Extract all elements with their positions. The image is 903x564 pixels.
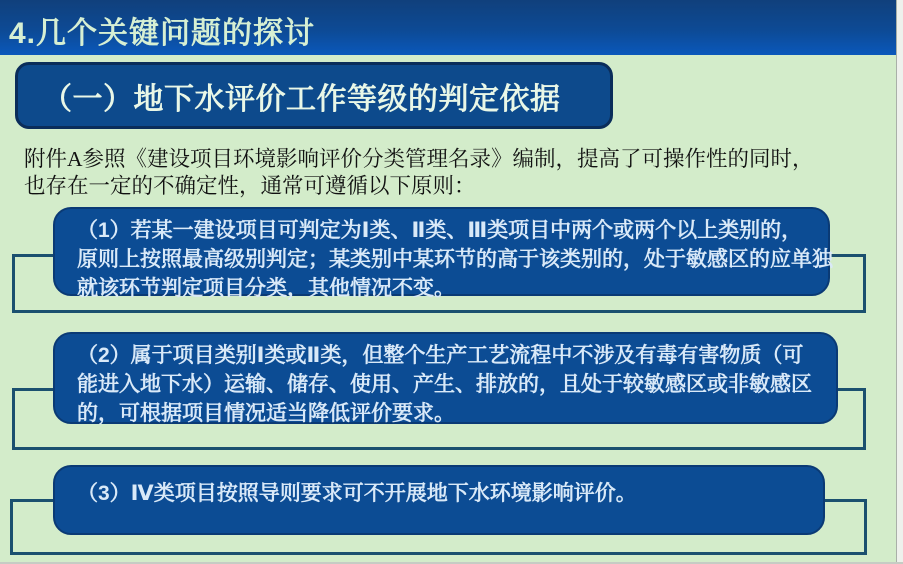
principle-2-line-1: （2）属于项目类别Ⅰ类或Ⅱ类，但整个生产工艺流程中不涉及有毒有害物质（可 (77, 344, 804, 367)
intro-line-1: 附件A参照《建设项目环境影响评价分类管理名录》编制，提高了可操作性的同时， (24, 147, 814, 171)
screenshot-right-edge (896, 0, 903, 564)
principle-2-line-2: 能进入地下水）运输、储存、使用、产生、排放的，且处于较敏感区或非敏感区 (77, 373, 812, 396)
intro-paragraph (24, 146, 894, 199)
section-title-box (15, 62, 613, 129)
principle-box-1 (53, 207, 833, 300)
slide-header-bar (0, 0, 897, 55)
section-title: （一）地下水评价工作等级的判定依据 (42, 82, 561, 116)
intro-line-2: 也存在一定的不确定性，通常可遵循以下原则： (24, 173, 476, 198)
principle-1-line-2: 原则上按照最高级别判定；某类别中某环节的高于该类别的，处于敏感区的应单独 (77, 248, 833, 271)
principle-box-2 (53, 332, 838, 424)
slide-header-title: 4.几个关键问题的探讨 (9, 17, 316, 50)
principle-1-line-3: 就该环节判定项目分类，其他情况不变。 (77, 277, 455, 300)
principle-2-line-3: 的，可根据项目情况适当降低评价要求。 (77, 402, 455, 425)
principle-box-3 (53, 465, 825, 535)
principle-1-line-1: （1）若某一建设项目可判定为Ⅰ类、Ⅱ类、Ⅲ类项目中两个或两个以上类别的， (77, 219, 803, 242)
principle-3-line-1: （3）Ⅳ类项目按照导则要求可不开展地下水环境影响评价。 (77, 482, 637, 505)
